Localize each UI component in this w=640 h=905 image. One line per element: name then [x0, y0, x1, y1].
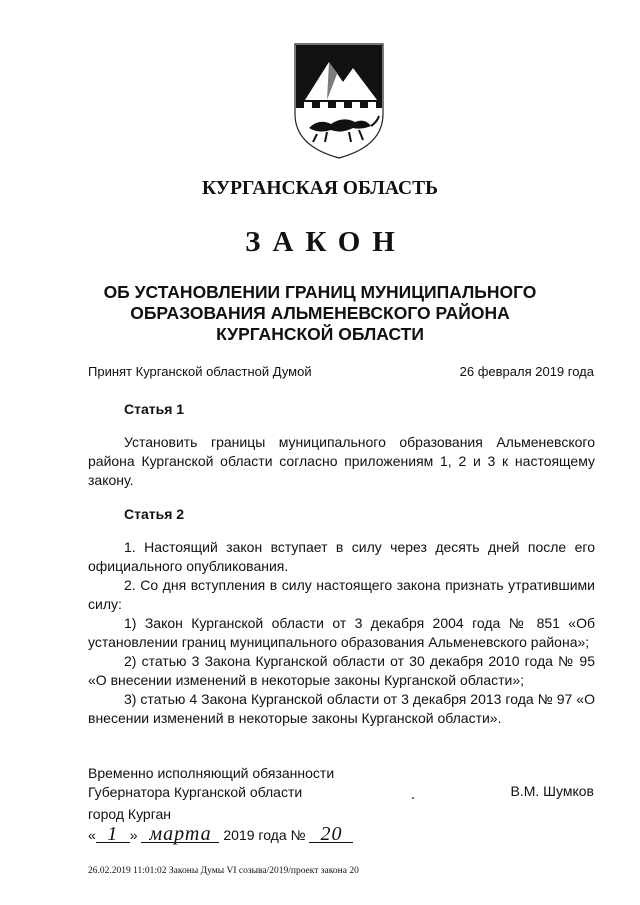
year-and-number-label: 2019 года № — [223, 827, 306, 843]
adoption-date: 26 февраля 2019 года — [459, 364, 594, 379]
handwritten-day: 1 — [96, 826, 130, 843]
scan-speck — [412, 797, 414, 799]
document-footer: 26.02.2019 11:01:02 Законы Думы VI созыва/2019/проект закона 20 — [88, 866, 359, 876]
article-2-item: 2) статью 3 Закона Курганской области от 30 декабря 2010 года № 95 «О внесении изменений в некоторые законы Курганской области»; — [88, 653, 595, 688]
signing-city: город Курган — [88, 806, 172, 822]
signer-position-line-1: Временно исполняющий обязанности — [88, 765, 335, 781]
article-2-item: 1. Настоящий закон вступает в силу через десять дней после его официального опубликования. — [88, 539, 595, 574]
law-title-line: ОБРАЗОВАНИЯ АЛЬМЕНЕВСКОГО РАЙОНА — [130, 303, 510, 323]
handwritten-law-number: 20 — [309, 826, 353, 843]
signer-position-line-2: Губернатора Курганской области — [88, 784, 303, 800]
law-title-line: КУРГАНСКОЙ ОБЛАСТИ — [216, 324, 424, 344]
signer-name: В.М. Шумков — [510, 783, 594, 799]
handwritten-month: марта — [141, 826, 219, 843]
close-quote: » — [129, 827, 138, 843]
article-2-items — [88, 538, 595, 728]
open-quote: « — [88, 827, 96, 843]
article-2-item: 2. Со дня вступления в силу настоящего закона признать утратившими силу: — [88, 577, 595, 612]
article-2-heading: Статья 2 — [124, 506, 185, 522]
article-1-text: Установить границы муниципального образования Альменевского района Курганской области согласно приложениям 1, 2 и 3 к настоящему закону. — [88, 434, 595, 488]
law-title — [80, 282, 560, 345]
article-2-item: 3) статью 4 Закона Курганской области от 3 декабря 2013 года № 97 «О внесении изменений в некоторые законы Курганской области». — [88, 691, 595, 726]
document-type: ЗАКОН — [245, 226, 407, 258]
region-name: КУРГАНСКАЯ ОБЛАСТЬ — [202, 178, 438, 199]
coat-of-arms-emblem — [291, 42, 387, 160]
article-2-item: 1) Закон Курганской области от 3 декабря 2004 года № 851 «Об установлении границ муниципального образования Альменевского района»; — [88, 615, 595, 650]
law-title-line: ОБ УСТАНОВЛЕНИИ ГРАНИЦ МУНИЦИПАЛЬНОГО — [103, 282, 537, 302]
adopted-by: Принят Курганской областной Думой — [88, 364, 312, 379]
signing-date-line — [88, 823, 353, 845]
article-1-heading: Статья 1 — [124, 401, 185, 417]
